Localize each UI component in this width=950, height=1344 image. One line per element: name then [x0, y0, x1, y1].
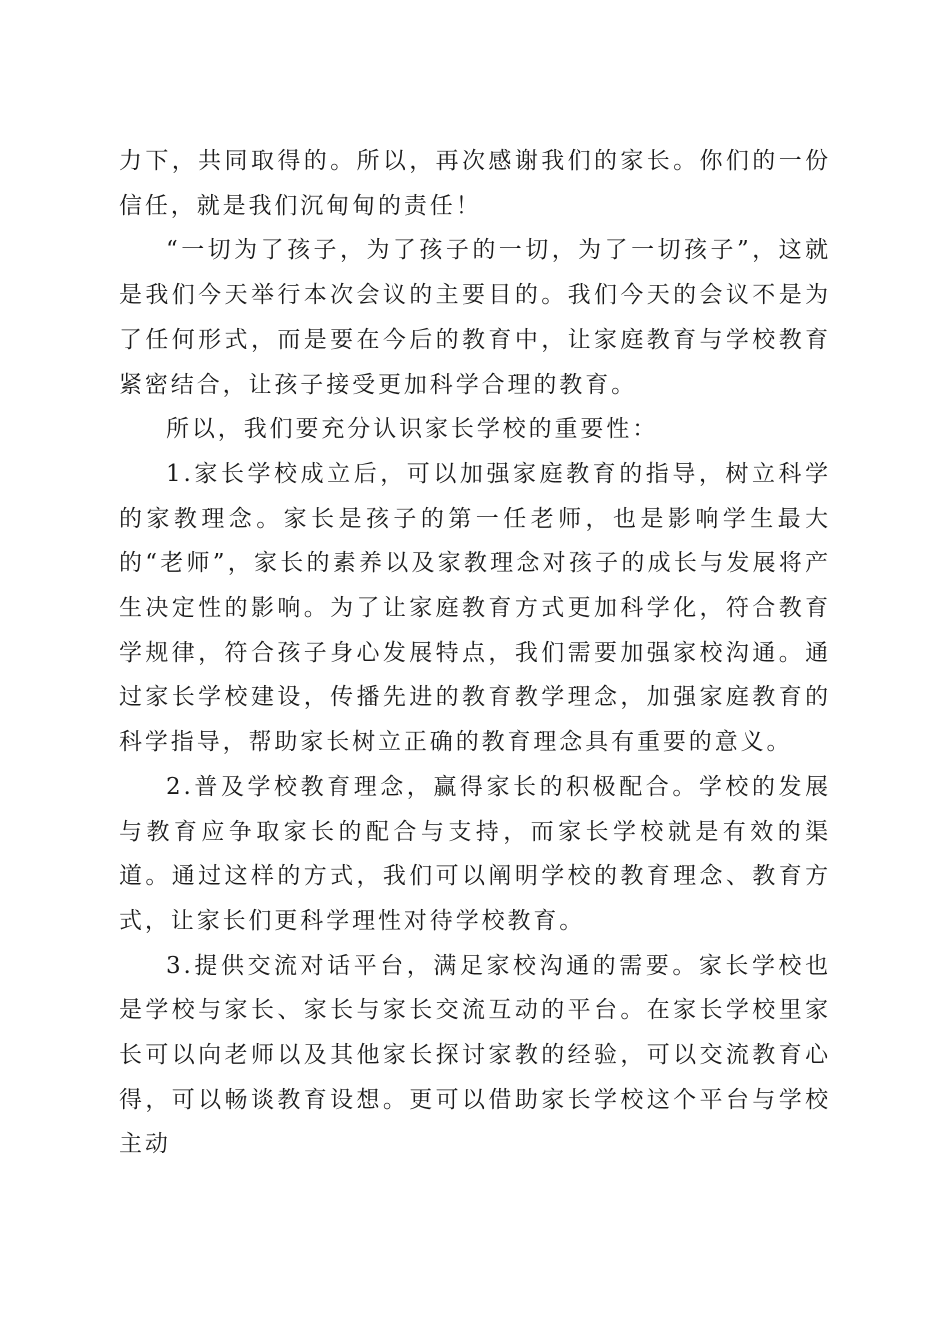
paragraph-point-1: [119, 452, 831, 765]
paragraph-text: 2.普及学校教育理念，赢得家长的积极配合。学校的发展与教育应争取家长的配合与支持，而家长学校就是有效的渠道。通过这样的方式，我们可以阐明学校的教育理念、教育方式，让家长们更科学理性对待学校教育。: [119, 773, 831, 934]
paragraph-text: 所以，我们要充分认识家长学校的重要性：: [166, 416, 659, 443]
paragraph-importance-intro: [119, 407, 831, 452]
paragraph-point-3: [119, 944, 831, 1168]
document-body: [119, 139, 831, 1167]
paragraph-point-2: [119, 765, 831, 944]
paragraph-text: 3.提供交流对话平台，满足家校沟通的需要。家长学校也是学校与家长、家长与家长交流互动的平台。在家长学校里家长可以向老师以及其他家长探讨家教的经验，可以交流教育心得，可以畅谈教育设想。更可以借助家长学校这个平台与学校主动: [119, 952, 831, 1158]
paragraph-text: 1.家长学校成立后，可以加强家庭教育的指导，树立科学的家教理念。家长是孩子的第一任老师，也是影响学生最大的“老师”，家长的素养以及家教理念对孩子的成长与发展将产生决定性的影响。为了让家庭教育方式更加科学化，符合教育学规律，符合孩子身心发展特点，我们需要加强家校沟通。通过家长学校建设，传播先进的教育教学理念，加强家庭教育的科学指导，帮助家长树立正确的教育理念具有重要的意义。: [119, 460, 831, 756]
paragraph-text: 力下，共同取得的。所以，再次感谢我们的家长。你们的一份信任，就是我们沉甸甸的责任！: [119, 148, 831, 219]
paragraph-thanks-parents: [119, 139, 831, 228]
paragraph-meeting-purpose: [119, 228, 831, 407]
paragraph-text: “一切为了孩子，为了孩子的一切，为了一切孩子”，这就是我们今天举行本次会议的主要目的。我们今天的会议不是为了任何形式，而是要在今后的教育中，让家庭教育与学校教育紧密结合，让孩子接受更加科学合理的教育。: [119, 237, 831, 398]
